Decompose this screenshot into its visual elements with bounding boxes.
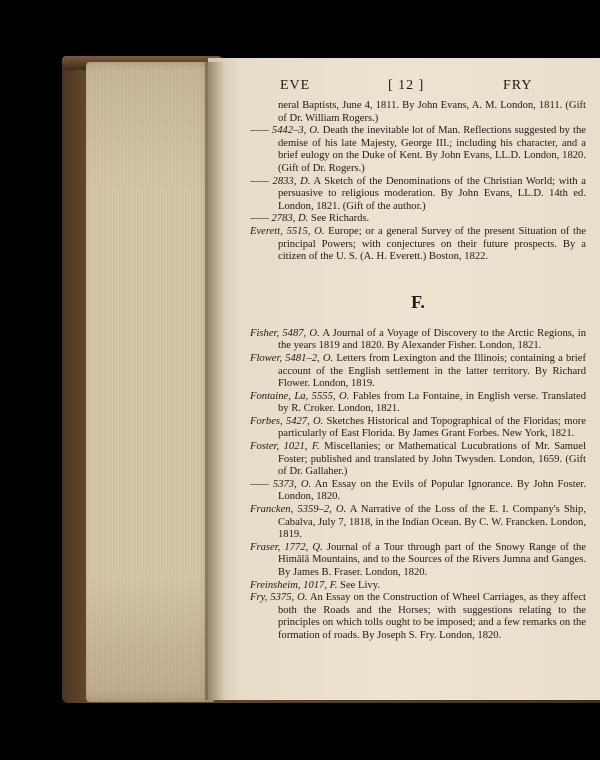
entry-reference: Everett, 5515, O. <box>250 225 325 237</box>
entry-description: Journal of a Tour through part of the Snowy Range of the Himālā Mountains, and to the Sources of the Rivers Jumna and Ganges. By James B. Fraser. London, 1820. <box>278 541 586 578</box>
entry-reference: —— 5442–3, O. <box>250 125 320 137</box>
page-number: [ 12 ] <box>388 78 425 93</box>
catalog-entry <box>250 416 586 441</box>
running-head <box>208 78 600 98</box>
entry-reference: Flower, 5481–2, O. <box>250 352 334 364</box>
entry-description: Death the inevitable lot of Man. Reflections suggested by the demise of his late Majesty, George III.; including his character, and a brief eulogy on the Duke of Kent. By John Evans, LL.D. London, 1820. (Gift of Dr. Rogers.) <box>278 125 586 174</box>
entry-description: Sketches Historical and Topographical of the Floridas; more particularly of East Florida. By James Grant Forbes. New York, 1821. <box>278 415 586 440</box>
entry-reference: Foster, 1021, F. <box>250 441 320 453</box>
catalog-entry <box>250 328 586 353</box>
entry-reference: Fontaine, La, 5555, O. <box>250 390 350 402</box>
entry-reference: Francken, 5359–2, O. <box>250 504 347 516</box>
entry-description: Letters from Lexington and the Illinois; containing a brief account of the English settlement in the latter territory. By Richard Flower. London, 1819. <box>278 352 586 390</box>
entry-description: An Essay on the Construction of Wheel Carriages, as they affect both the Roads and the Horses; with suggestions relating to the principles on which tolls ought to be imposed; and a few remarks on the formation of roads. By Joseph S. Fry. London, 1820. <box>278 592 586 641</box>
running-head-right: FRY <box>503 78 533 93</box>
entry-description: Fables from La Fontaine, in English verse. Translated by R. Croker. London, 1821. <box>278 390 586 415</box>
entry-reference: Fisher, 5487, O. <box>250 327 320 339</box>
continued-entry: neral Baptists, June 4, 1811. By John Evans, A. M. London, 1811. (Gift of Dr. William Rogers.) <box>278 100 586 124</box>
entry-description: See Richards. <box>308 213 370 225</box>
page-gutter <box>205 62 225 700</box>
entry-description: Miscellanies; or Mathematical Lucubrations of Mr. Samuel Foster; published and translated by John Twysden. London, 1659. (Gift of Dr. Gallaher.) <box>278 441 586 478</box>
entry-description: A Narrative of the Loss of the E. I. Company's Ship, Cabalva, July 7, 1818, in the Indian Ocean. By C. W. Francken. London, 1819. <box>278 504 586 541</box>
entries-e <box>250 125 586 264</box>
entry-description: See Livy. <box>337 579 380 591</box>
catalog-entry <box>250 592 586 642</box>
page-edges <box>86 62 214 702</box>
catalog-entry <box>250 125 586 175</box>
entry-reference: Forbes, 5427, O. <box>250 415 324 427</box>
catalog-entry <box>250 213 586 226</box>
catalog-text <box>250 100 586 643</box>
catalog-entry <box>250 176 586 214</box>
catalog-entry <box>250 441 586 479</box>
entry-description: A Journal of a Voyage of Discovery to the Arctic Regions, in the years 1819 and 1820. By Alexander Fisher. London, 1821. <box>278 327 586 352</box>
catalog-entry <box>250 504 586 542</box>
catalog-page <box>208 58 600 700</box>
entry-reference: —— 2833, D. <box>250 175 311 187</box>
running-head-left: EVE <box>280 78 311 93</box>
catalog-entry <box>250 391 586 416</box>
entry-description: Europe; or a general Survey of the present Situation of the principal Powers; with conjectures on their future prospects. By a citizen of the U. S. (A. H. Everett.) Boston, 1822. <box>278 225 586 263</box>
entry-reference: Fraser, 1772, Q. <box>250 541 323 553</box>
entry-reference: —— 2783, D. <box>250 213 309 225</box>
entries-f <box>250 328 586 643</box>
catalog-entry <box>250 479 586 504</box>
entry-description: An Essay on the Evils of Popular Ignorance. By John Foster. London, 1820. <box>278 478 586 503</box>
catalog-entry <box>250 580 586 593</box>
entry-reference: Freinsheim, 1017, F. <box>250 579 338 591</box>
catalog-entry <box>250 226 586 264</box>
catalog-entry <box>250 542 586 580</box>
section-letter: F. <box>411 291 425 312</box>
catalog-entry <box>250 353 586 391</box>
entry-reference: Fry, 5375, O. <box>250 592 308 604</box>
entry-reference: —— 5373, O. <box>250 478 312 490</box>
entry-description: A Sketch of the Denominations of the Christian World; with a persuasive to religious moderation. By John Evans, LL.D. 14th ed. London, 1821. (Gift of the author.) <box>278 175 586 212</box>
